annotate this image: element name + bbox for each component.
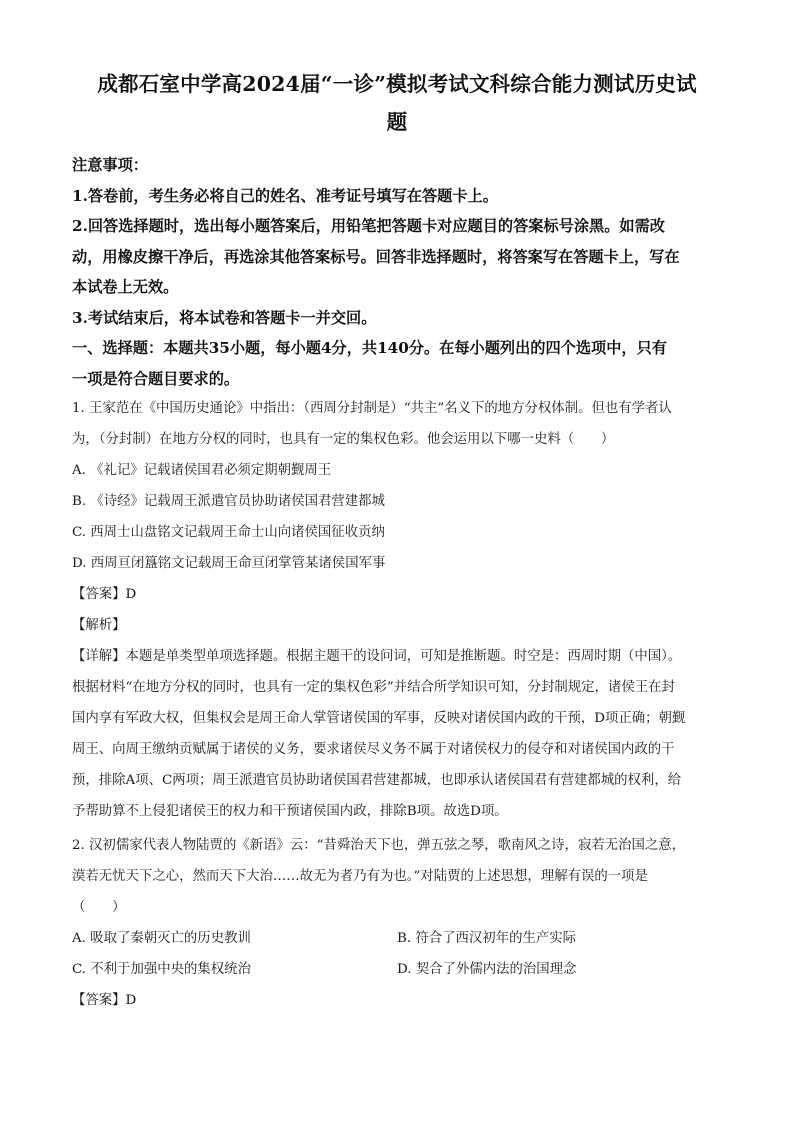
analysis-label: 【解析】 [72,618,126,633]
instructions-section [72,150,728,394]
question-1 [72,393,728,827]
instruction-line: 本试卷上无效。 [72,278,179,296]
instruction-line: 2.回答选择题时，选出每小题答案后，用铅笔把答题卡对应题目的答案标号涂黑。如需改 [72,217,665,235]
question-2 [72,830,728,1016]
instruction-line: 3.考试结束后，将本试卷和答题卡一并交回。 [72,308,377,327]
option-c: C. 不利于加强中央的集权统治 [72,962,251,977]
section-heading: 一、选择题：本题共35小题，每小题4分，共140分。在每小题列出的四个选项中，只有 [72,339,667,357]
page-title: 成都石室中学高2024届“一诊”模拟考试文科综合能力测试历史试 [97,72,697,96]
instruction-line: 1.答卷前，考生务必将自己的姓名、准考证号填写在答题卡上。 [72,186,498,205]
option-b: B. 符合了西汉初年的生产实际 [397,931,577,946]
page-title-continued: 题 [386,110,408,134]
option-a: A. 吸取了秦朝灭亡的历史教训 [72,931,251,946]
answer-label: 【答案】D [72,993,137,1008]
explanation-line: 国内享有军政大权，但集权会是周王命人掌管诸侯国的军事，反映对诸侯国内政的干预，D项正确；朝觐 [72,711,686,726]
options-grid [72,923,728,985]
option-b: B. 《诗经》记载周王派遣官员协助诸侯国君营建都城 [72,494,385,509]
option-a: A. 《礼记》记载诸侯国君必须定期朝觐周王 [72,463,332,478]
question-stem: 2. 汉初儒家代表人物陆贾的《新语》云：“昔舜治天下也，弹五弦之琴，歌南风之诗，寂若无治国之意， [72,838,686,853]
question-stem: 漠若无忧天下之心，然而天下大治……故无为者乃有为也。”对陆贾的上述思想，理解有误的一项是 [72,869,648,884]
explanation-line: 【详解】本题是单类型单项选择题。根据主题干的设问词，可知是推断题。时空是：西周时期（中国）。 [72,649,682,664]
explanation-line: 周王、向周王缴纳贡赋属于诸侯的义务，要求诸侯尽义务不属于对诸侯权力的侵夺和对诸侯国内政的干 [72,742,675,757]
option-d: D. 契合了外儒内法的治国理念 [397,962,577,977]
instructions-heading: 注意事项： [72,156,148,174]
explanation-line: 预，排除A项、C两项；周王派遣官员协助诸侯国君营建都城，也即承认诸侯国君有营建都城的权利，给 [72,773,682,788]
question-stem: 为，（分封制）在地方分权的同时，也具有一定的集权色彩。他会运用以下哪一史料（ ） [72,432,615,447]
option-c: C. 西周士山盘铭文记载周王命士山向诸侯国征收贡纳 [72,525,385,540]
answer-label: 【答案】D [72,587,137,602]
option-d: D. 西周亘闭簋铭文记载周王命亘闭掌管某诸侯国军事 [72,556,386,571]
answer-bracket: （ ） [72,900,126,915]
explanation-line: 予帮助算不上侵犯诸侯王的权力和干预诸侯国内政，排除B项。故选D项。 [72,804,508,819]
question-stem: 1. 王家范在《中国历史通论》中指出：（西周分封制是）“共主”名义下的地方分权体制。但也有学者认 [72,401,672,416]
section-heading: 一项是符合题目要求的。 [72,369,240,388]
instruction-line: 动，用橡皮擦干净后，再选涂其他答案标号。回答非选择题时，将答案写在答题卡上，写在 [72,247,680,266]
explanation-line: 根据材料“在地方分权的同时，也具有一定的集权色彩”并结合所学知识可知，分封制规定，诸侯王在封 [72,680,675,695]
